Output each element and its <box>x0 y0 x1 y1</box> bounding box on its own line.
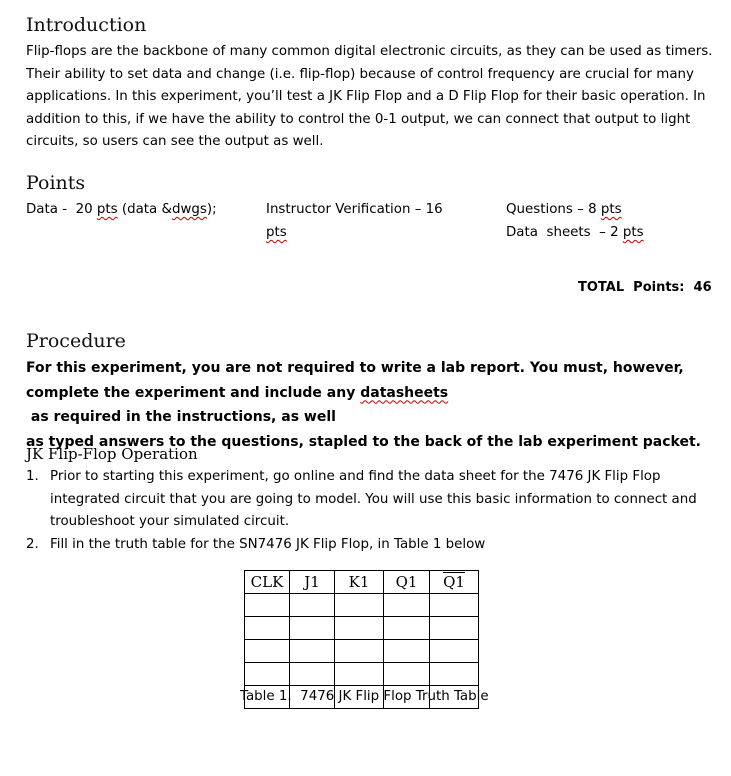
introduction-heading: Introduction <box>26 14 147 36</box>
table-cell <box>290 594 335 617</box>
points-questions <box>506 198 644 244</box>
table-cell <box>430 640 479 663</box>
points-datasheets-pts: pts <box>622 225 644 240</box>
table-cell <box>384 617 430 640</box>
table-cell <box>290 663 335 686</box>
procedure-line: For this experiment, you are not required to write a lab report. You must, however, <box>26 360 684 376</box>
intro-line: applications. In this experiment, you’ll test a JK Flip Flop and a D Flip Flop for their basic operation. In <box>26 89 706 105</box>
q1-bar-text: Q1 <box>443 573 465 591</box>
table-cell <box>290 640 335 663</box>
table-cell <box>290 617 335 640</box>
points-questions-prefix: Questions – 8 <box>506 202 601 217</box>
list-item-number: 2. <box>26 536 39 552</box>
table-cell <box>384 663 430 686</box>
truth-table-header-row <box>245 571 479 594</box>
table-cell <box>245 663 290 686</box>
list-item-line: Fill in the truth table for the SN7476 JK Flip Flop, in Table 1 below <box>50 536 486 552</box>
intro-line: Flip-flops are the backbone of many common digital electronic circuits, as they can be used as timers. <box>26 44 713 59</box>
table-cell <box>430 617 479 640</box>
table-cell <box>384 594 430 617</box>
header-j1: J1 <box>290 571 335 594</box>
procedure-line-post: as required in the instructions, as well <box>26 409 336 425</box>
table-cell <box>335 663 384 686</box>
table-row <box>245 617 479 640</box>
table-cell <box>335 617 384 640</box>
table-cell <box>335 594 384 617</box>
points-data-pts: pts <box>96 202 118 217</box>
points-instructor-line: Instructor Verification – 16 <box>266 202 443 217</box>
intro-line: circuits, so users can see the output as well. <box>26 134 324 150</box>
points-questions-pts: pts <box>600 202 622 217</box>
points-data-dwgs: dwgs <box>171 202 207 217</box>
table-cell <box>430 663 479 686</box>
points-instructor-pts: pts <box>266 225 287 240</box>
introduction-paragraph <box>26 41 716 154</box>
procedure-bold-paragraph <box>26 356 716 454</box>
list-item-line: Prior to starting this experiment, go online and find the data sheet for the 7476 JK Flip Flop <box>50 469 661 484</box>
header-k1: K1 <box>335 571 384 594</box>
list-item <box>26 466 706 534</box>
points-data-mid: (data & <box>117 202 172 217</box>
procedure-line-pre: complete the experiment and include any <box>26 384 361 401</box>
points-data-prefix: Data - 20 <box>26 202 97 217</box>
points-datasheets-prefix: Data sheets – 2 <box>506 225 623 240</box>
table-caption: Table 1. 7476 JK Flip Flop Truth Table <box>240 689 489 704</box>
list-item-number: 1. <box>26 469 39 484</box>
table-cell <box>245 594 290 617</box>
table-cell <box>245 617 290 640</box>
total-points: TOTAL Points: 46 <box>578 280 712 295</box>
intro-line: addition to this, if we have the ability to control the 0-1 output, we can connect that output to light <box>26 111 691 127</box>
points-data <box>26 198 217 221</box>
jk-flipflop-subheading: JK Flip-Flop Operation <box>26 445 198 463</box>
points-data-suffix: ); <box>206 202 217 217</box>
table-row <box>245 663 479 686</box>
points-heading: Points <box>26 172 86 194</box>
procedure-datasheets-word: datasheets <box>360 384 449 401</box>
procedure-line: as typed answers to the questions, stapled to the back of the lab experiment packet. <box>26 433 701 450</box>
list-item <box>26 534 706 557</box>
table-row <box>245 640 479 663</box>
points-instructor <box>266 198 443 244</box>
list-item-line: integrated circuit that you are going to model. You will use this basic information to connect and <box>50 491 697 507</box>
header-clk: CLK <box>245 571 290 594</box>
table-cell <box>430 594 479 617</box>
list-item-line: troubleshoot your simulated circuit. <box>50 514 290 530</box>
table-cell <box>335 640 384 663</box>
table-cell <box>384 640 430 663</box>
procedure-heading: Procedure <box>26 330 126 352</box>
procedure-list <box>26 466 706 556</box>
table-cell <box>245 640 290 663</box>
intro-line: Their ability to set data and change (i.e. flip-flop) because of control frequency are crucial for many <box>26 66 694 82</box>
table-row <box>245 594 479 617</box>
header-q1-bar <box>430 571 479 594</box>
header-q1: Q1 <box>384 571 430 594</box>
